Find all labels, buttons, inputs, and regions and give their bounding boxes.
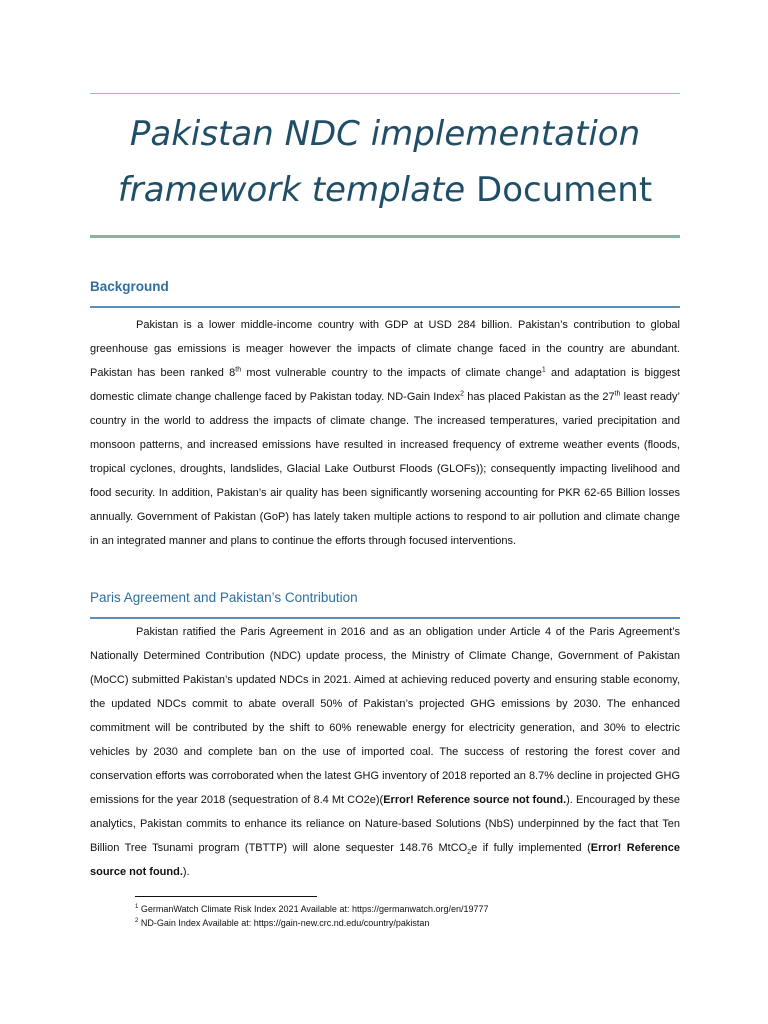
paris-text-3: e if fully implemented ( [471, 842, 591, 854]
bg-sup-4: th [614, 390, 621, 398]
title-top-rule [90, 93, 680, 94]
background-heading: Background [90, 279, 169, 294]
bg-sup-1: th [235, 366, 242, 374]
title-line-2a: framework template [117, 170, 477, 210]
footnote-2 [135, 916, 695, 930]
title-line-1: Pakistan NDC implementation [129, 114, 641, 154]
paris-text-2: ). Encouraged by these analytics, Pakistan commits to enhance its reliance on Nature-based Solutions (NbS) underpinned by the fact that Ten Billion Tree Tsunami program (TBTTP) will alone sequester 148.76 MtCO [90, 794, 680, 854]
title-bottom-rule [90, 235, 680, 238]
paris-sub-2: 2 [467, 849, 472, 857]
paris-heading: Paris Agreement and Pakistan’s Contribution [90, 590, 358, 605]
reference-error-1: Error! Reference source not found. [383, 794, 567, 806]
bg-text-3: and adaptation is biggest domestic climate change challenge faced by Pakistan today. ND-Gain Index [90, 367, 680, 403]
footnote-ref-2[interactable]: 2 [460, 390, 465, 398]
bg-text-5: least ready’ country in the world to address the impacts of climate change. The increased temperatures, varied precipitation and monsoon patterns, and increased emissions have resulted in increased frequency of extreme weather events (floods, tropical cyclones, droughts, landslides, Glacial Lake Outburst Floods (GLOFs)); consequently impacting livelihood and food security. In addition, Pakistan’s air quality has been significantly worsening accounting for PKR 62-65 Billion losses annually. Government of Pakistan (GoP) has lately taken multiple actions to respond to air pollution and climate change in an integrated manner and plans to continue the efforts through focused interventions. [90, 391, 680, 547]
footnote-1 [135, 902, 695, 916]
paris-text-4: ). [182, 866, 190, 878]
bg-text-1: Pakistan is a lower middle-income country with GDP at USD 284 billion. Pakistan’s contribution to global greenhouse gas emissions is meager however the impacts of climate change faced in the country are abundant. Pakistan has been ranked 8 [90, 319, 680, 379]
paris-text-1: Pakistan ratified the Paris Agreement in 2016 and as an obligation under Article 4 of the Paris Agreement’s Nationally Determined Contribution (NDC) update process, the Ministry of Climate Change, Government of Pakistan (MoCC) submitted Pakistan’s updated NDCs in 2021. Aimed at achieving reduced poverty and ensuring stable economy, the updated NDCs commit to abate overall 50% of Pakistan’s projected GHG emissions by 2030. The enhanced commitment will be contributed by the shift to 60% renewable energy for electricity generation, and 30% to electric vehicles by 2030 and complete ban on the use of imported coal. The success of restoring the forest cover and conservation efforts was corroborated when the latest GHG inventory of 2018 reported an 8.7% decline in projected GHG emissions for the year 2018 (sequestration of 8.4 Mt CO2e)( [90, 626, 680, 806]
bg-text-4: has placed Pakistan as the 27 [464, 391, 615, 403]
footnote-1-text: GermanWatch Climate Risk Index 2021 Available at: https://germanwatch.org/en/19777 [138, 904, 489, 914]
background-heading-rule [90, 306, 680, 308]
footnote-1-number: 1 [135, 904, 139, 910]
paris-paragraph [90, 620, 680, 884]
title-line-2b: Document [476, 170, 653, 210]
footnote-2-text: ND-Gain Index Available at: https://gain-new.crc.nd.edu/country/pakistan [138, 918, 430, 928]
document-title [90, 106, 680, 218]
footnote-separator [135, 896, 317, 897]
reference-error-2: Error! Reference source not found. [90, 842, 680, 878]
bg-text-2: most vulnerable country to the impacts of climate change [241, 367, 542, 379]
footnote-2-number: 2 [135, 918, 139, 924]
footnote-ref-1[interactable]: 1 [541, 366, 546, 374]
background-paragraph [90, 313, 680, 553]
paris-heading-rule [90, 617, 680, 619]
